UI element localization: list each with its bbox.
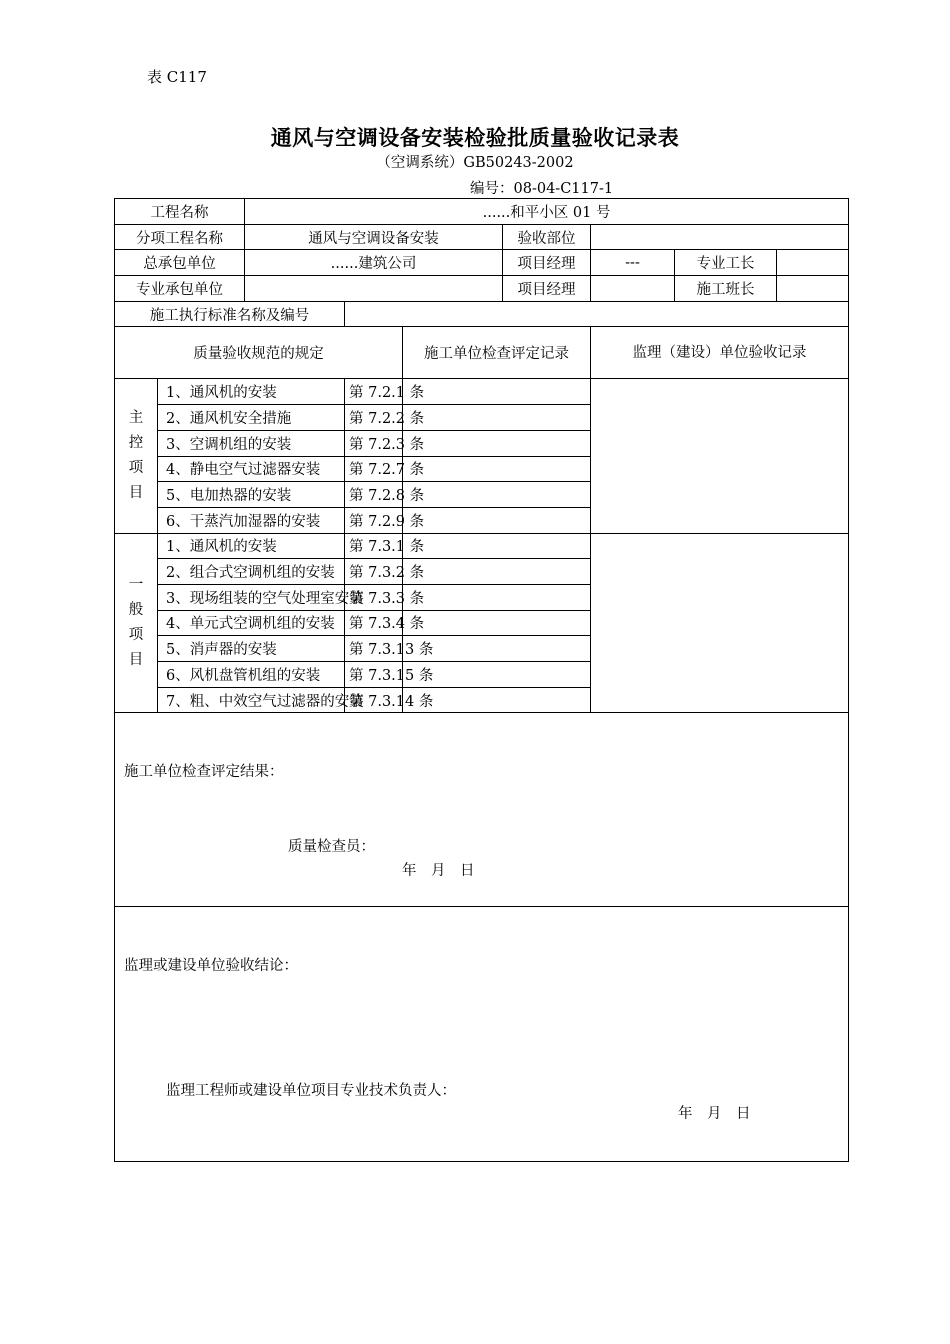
supervising-engineer-label: 监理工程师或建设单位项目专业技术负责人： (166, 1083, 456, 1100)
row-sub-contractor (115, 276, 849, 302)
foreman-label: 专业工长 (675, 250, 777, 276)
project-manager-label: 项目经理 (503, 250, 591, 276)
general-contractor-label: 总承包单位 (115, 250, 245, 276)
project-name-value: ......和平小区 01 号 (245, 199, 849, 225)
construction-result-cell[interactable] (115, 713, 849, 907)
team-leader-value (777, 276, 849, 302)
item-text: 1、通风机的安装 (158, 379, 345, 405)
supervision-record-header: 监理（建设）单位验收记录 (591, 327, 849, 379)
construction-record-cell[interactable] (403, 379, 591, 405)
clause-text: 第 7.3.4 条 (345, 610, 403, 636)
record-code: 编号：08-04-C117-1 (470, 181, 614, 197)
construction-record-header: 施工单位检查评定记录 (403, 327, 591, 379)
item-text: 6、风机盘管机组的安装 (158, 662, 345, 688)
construction-record-cell[interactable] (403, 405, 591, 431)
row-project-name (115, 199, 849, 225)
table-row (115, 379, 849, 405)
item-text: 2、通风机安全措施 (158, 405, 345, 431)
sub-contractor-value (245, 276, 503, 302)
project-name-label: 工程名称 (115, 199, 245, 225)
row-column-headers (115, 327, 849, 379)
acceptance-part-value (591, 224, 849, 250)
construction-record-cell[interactable] (403, 456, 591, 482)
item-text: 3、空调机组的安装 (158, 430, 345, 456)
supervision-result-row (115, 907, 849, 1162)
foreman-value (777, 250, 849, 276)
general-supervision-record-cell[interactable] (591, 533, 849, 713)
standard-label: 施工执行标准名称及编号 (115, 301, 345, 327)
sub-project-value: 通风与空调设备安装 (245, 224, 503, 250)
page-title: 通风与空调设备安装检验批质量验收记录表 (270, 125, 680, 150)
sub-project-label: 分项工程名称 (115, 224, 245, 250)
item-text: 5、电加热器的安装 (158, 482, 345, 508)
construction-record-cell[interactable] (403, 559, 591, 585)
standard-value (345, 301, 849, 327)
construction-record-cell[interactable] (403, 430, 591, 456)
clause-text: 第 7.2.2 条 (345, 405, 403, 431)
table-row (115, 533, 849, 559)
main-items-label: 主 控 项 目 (115, 379, 158, 533)
clause-text: 第 7.3.1 条 (345, 533, 403, 559)
construction-result-label: 施工单位检查评定结果： (124, 764, 284, 781)
sub-contractor-label: 专业承包单位 (115, 276, 245, 302)
project-manager2-label: 项目经理 (503, 276, 591, 302)
clause-text: 第 7.3.14 条 (345, 687, 403, 713)
item-text: 2、组合式空调机组的安装 (158, 559, 345, 585)
form-number: 表 C117 (147, 68, 207, 86)
clause-text: 第 7.3.3 条 (345, 584, 403, 610)
construction-result-row (115, 713, 849, 907)
item-text: 4、静电空气过滤器安装 (158, 456, 345, 482)
clause-text: 第 7.3.15 条 (345, 662, 403, 688)
project-manager-value: --- (591, 250, 675, 276)
item-text: 7、粗、中效空气过滤器的安装 (158, 687, 345, 713)
quality-inspector-label: 质量检查员： (288, 839, 375, 856)
project-manager2-value (591, 276, 675, 302)
general-items-label: 一 般 项 目 (115, 533, 158, 713)
clause-text: 第 7.3.2 条 (345, 559, 403, 585)
main-supervision-record-cell[interactable] (591, 379, 849, 533)
construction-record-cell[interactable] (403, 610, 591, 636)
construction-record-cell[interactable] (403, 482, 591, 508)
supervision-result-cell[interactable] (115, 907, 849, 1162)
clause-text: 第 7.2.1 条 (345, 379, 403, 405)
row-standard (115, 301, 849, 327)
row-general-contractor (115, 250, 849, 276)
inspection-record-table (114, 198, 849, 1162)
general-contractor-value: ......建筑公司 (245, 250, 503, 276)
item-text: 4、单元式空调机组的安装 (158, 610, 345, 636)
clause-text: 第 7.2.8 条 (345, 482, 403, 508)
construction-record-cell[interactable] (403, 584, 591, 610)
construction-result-date: 年 月 日 (402, 863, 475, 880)
clause-text: 第 7.2.7 条 (345, 456, 403, 482)
item-text: 5、消声器的安装 (158, 636, 345, 662)
supervision-result-label: 监理或建设单位验收结论： (124, 958, 298, 975)
clause-text: 第 7.3.13 条 (345, 636, 403, 662)
item-text: 1、通风机的安装 (158, 533, 345, 559)
clause-text: 第 7.2.3 条 (345, 430, 403, 456)
supervision-result-date: 年 月 日 (678, 1106, 751, 1123)
page-subtitle: （空调系统）GB50243-2002 (376, 155, 574, 171)
row-sub-project (115, 224, 849, 250)
clause-text: 第 7.2.9 条 (345, 507, 403, 533)
acceptance-part-label: 验收部位 (503, 224, 591, 250)
item-text: 3、现场组装的空气处理室安装 (158, 584, 345, 610)
team-leader-label: 施工班长 (675, 276, 777, 302)
construction-record-cell[interactable] (403, 507, 591, 533)
construction-record-cell[interactable] (403, 533, 591, 559)
spec-header: 质量验收规范的规定 (115, 327, 403, 379)
item-text: 6、干蒸汽加湿器的安装 (158, 507, 345, 533)
